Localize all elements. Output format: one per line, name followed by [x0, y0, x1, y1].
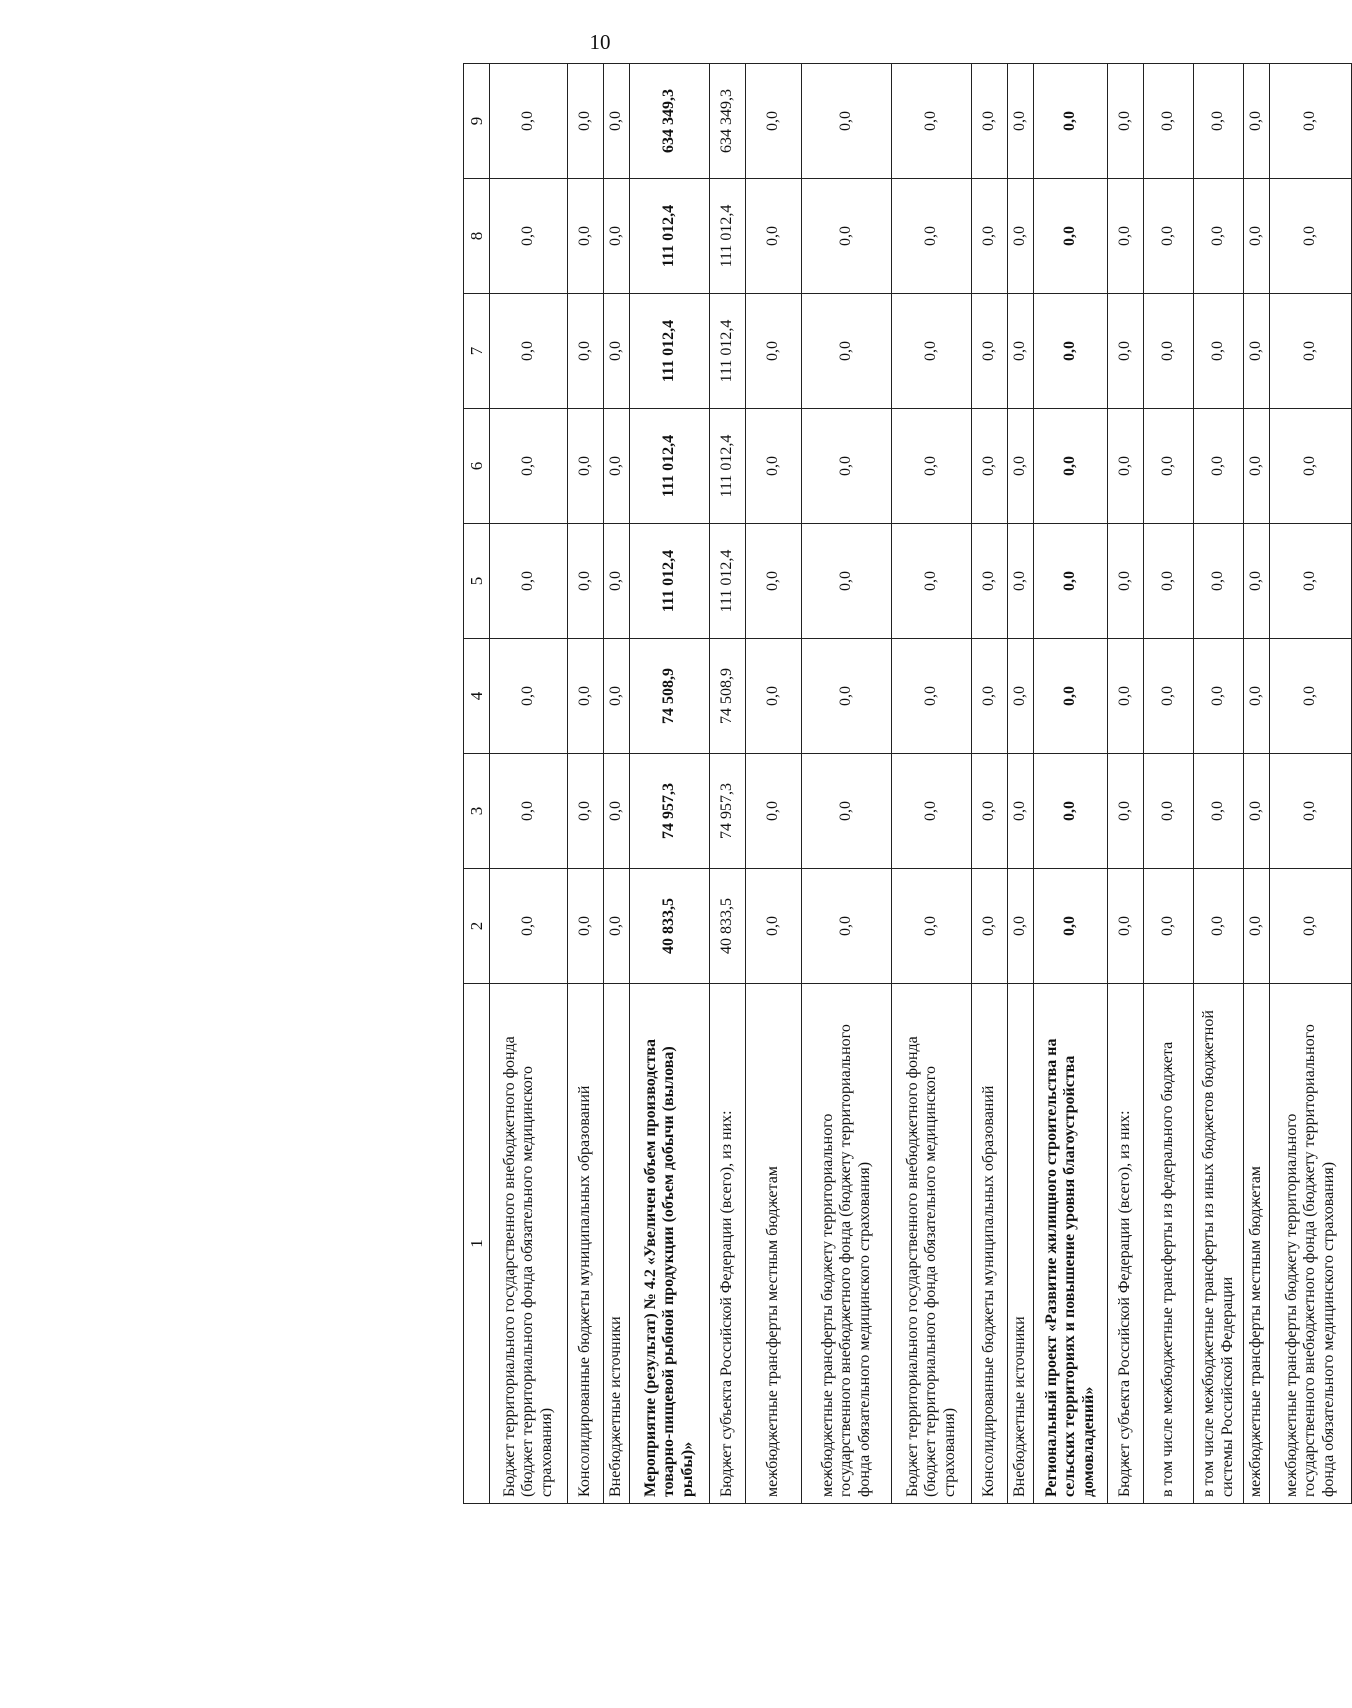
value-cell: 0,0	[604, 524, 630, 639]
row-label-cell: в том числе межбюджетные трансферты из иных бюджетов бюджетной системы Российской Федерации	[1194, 984, 1244, 1504]
page-number: 10	[589, 30, 611, 54]
value-cell: 0,0	[892, 869, 972, 984]
row-label-cell: межбюджетные трансферты местным бюджетам	[1244, 984, 1270, 1504]
row-label-cell: Региональный проект «Развитие жилищного строительства на сельских территориях и повышение уровня благоустройства домовладений»	[1034, 984, 1108, 1504]
value-cell: 0,0	[972, 294, 1008, 409]
value-cell: 0,0	[1108, 754, 1144, 869]
value-cell: 0,0	[1194, 524, 1244, 639]
value-cell: 0,0	[1270, 64, 1352, 179]
table-row	[710, 64, 746, 1504]
value-cell: 0,0	[1270, 524, 1352, 639]
header-row	[464, 64, 490, 1504]
value-cell: 0,0	[972, 64, 1008, 179]
value-cell: 0,0	[568, 869, 604, 984]
value-cell: 0,0	[1034, 869, 1108, 984]
column-header: 2	[464, 869, 490, 984]
table-row	[802, 64, 892, 1504]
value-cell: 0,0	[1108, 869, 1144, 984]
value-cell: 0,0	[490, 639, 568, 754]
value-cell: 0,0	[604, 294, 630, 409]
value-cell: 0,0	[1008, 179, 1034, 294]
row-label-cell: межбюджетные трансферты бюджету территориального государственного внебюджетного фонда (бюджету территориального фонда обязательного медицинского страхования)	[1270, 984, 1352, 1504]
table-row	[568, 64, 604, 1504]
value-cell: 0,0	[972, 639, 1008, 754]
column-header: 9	[464, 64, 490, 179]
row-label-cell: межбюджетные трансферты местным бюджетам	[746, 984, 802, 1504]
table-row	[746, 64, 802, 1504]
value-cell: 0,0	[746, 179, 802, 294]
row-label-cell: Бюджет территориального государственного внебюджетного фонда (бюджет территориального фонда обязательного медицинского страхования)	[892, 984, 972, 1504]
value-cell: 0,0	[1144, 64, 1194, 179]
value-cell: 74 508,9	[630, 639, 710, 754]
column-header: 5	[464, 524, 490, 639]
value-cell: 0,0	[746, 524, 802, 639]
value-cell: 74 957,3	[710, 754, 746, 869]
value-cell: 0,0	[1144, 524, 1194, 639]
value-cell: 0,0	[1270, 294, 1352, 409]
value-cell: 0,0	[1108, 294, 1144, 409]
value-cell: 0,0	[892, 524, 972, 639]
value-cell: 0,0	[892, 409, 972, 524]
value-cell: 0,0	[802, 754, 892, 869]
value-cell: 0,0	[746, 409, 802, 524]
table-body	[490, 64, 1352, 1504]
value-cell: 0,0	[490, 294, 568, 409]
table-row	[630, 64, 710, 1504]
row-label-cell: Мероприятие (результат) № 4.2 «Увеличен объем производства товарно-пищевой рыбной продукции (объем добычи (вылова) рыбы)»	[630, 984, 710, 1504]
value-cell: 0,0	[490, 179, 568, 294]
table-row	[604, 64, 630, 1504]
value-cell: 0,0	[568, 754, 604, 869]
value-cell: 0,0	[490, 754, 568, 869]
value-cell: 0,0	[972, 524, 1008, 639]
value-cell: 0,0	[1270, 754, 1352, 869]
table-row	[1194, 64, 1244, 1504]
row-label-cell: Бюджет субъекта Российской Федерации (всего), из них:	[1108, 984, 1144, 1504]
value-cell: 111 012,4	[710, 409, 746, 524]
value-cell: 0,0	[1244, 179, 1270, 294]
value-cell: 0,0	[1194, 409, 1244, 524]
table-row	[1108, 64, 1144, 1504]
value-cell: 111 012,4	[630, 179, 710, 294]
value-cell: 0,0	[568, 409, 604, 524]
table-row	[490, 64, 568, 1504]
value-cell: 0,0	[1108, 639, 1144, 754]
value-cell: 111 012,4	[630, 524, 710, 639]
value-cell: 111 012,4	[630, 409, 710, 524]
value-cell: 0,0	[1194, 64, 1244, 179]
value-cell: 0,0	[1008, 64, 1034, 179]
value-cell: 0,0	[746, 294, 802, 409]
row-label-cell: Бюджет территориального государственного внебюджетного фонда (бюджет территориального фонда обязательного медицинского страхования)	[490, 984, 568, 1504]
value-cell: 0,0	[1244, 294, 1270, 409]
value-cell: 0,0	[604, 754, 630, 869]
value-cell: 0,0	[746, 754, 802, 869]
value-cell: 0,0	[802, 64, 892, 179]
value-cell: 0,0	[746, 869, 802, 984]
value-cell: 0,0	[892, 64, 972, 179]
value-cell: 111 012,4	[710, 524, 746, 639]
value-cell: 634 349,3	[630, 64, 710, 179]
value-cell: 0,0	[1270, 409, 1352, 524]
value-cell: 0,0	[1034, 639, 1108, 754]
value-cell: 0,0	[802, 524, 892, 639]
value-cell: 0,0	[604, 409, 630, 524]
value-cell: 0,0	[802, 869, 892, 984]
row-label-cell: Внебюджетные источники	[1008, 984, 1034, 1504]
row-label-cell: межбюджетные трансферты бюджету территориального государственного внебюджетного фонда (бюджету территориального фонда обязательного медицинского страхования)	[802, 984, 892, 1504]
value-cell: 74 957,3	[630, 754, 710, 869]
value-cell: 0,0	[1144, 639, 1194, 754]
value-cell: 0,0	[490, 869, 568, 984]
value-cell: 0,0	[892, 754, 972, 869]
value-cell: 0,0	[1034, 294, 1108, 409]
value-cell: 0,0	[1008, 754, 1034, 869]
value-cell: 0,0	[604, 869, 630, 984]
value-cell: 0,0	[1194, 869, 1244, 984]
value-cell: 0,0	[1194, 639, 1244, 754]
value-cell: 0,0	[1034, 524, 1108, 639]
value-cell: 74 508,9	[710, 639, 746, 754]
value-cell: 0,0	[972, 869, 1008, 984]
value-cell: 0,0	[892, 294, 972, 409]
value-cell: 0,0	[490, 524, 568, 639]
value-cell: 0,0	[1144, 754, 1194, 869]
value-cell: 0,0	[1270, 869, 1352, 984]
value-cell: 0,0	[1008, 294, 1034, 409]
value-cell: 0,0	[1034, 64, 1108, 179]
value-cell: 0,0	[490, 409, 568, 524]
value-cell: 0,0	[802, 179, 892, 294]
table-row	[892, 64, 972, 1504]
value-cell: 0,0	[1194, 294, 1244, 409]
value-cell: 111 012,4	[710, 179, 746, 294]
value-cell: 0,0	[892, 639, 972, 754]
column-header: 4	[464, 639, 490, 754]
row-label-cell: Консолидированные бюджеты муниципальных образований	[972, 984, 1008, 1504]
column-header: 1	[464, 984, 490, 1504]
value-cell: 0,0	[568, 179, 604, 294]
value-cell: 0,0	[1244, 754, 1270, 869]
value-cell: 0,0	[1144, 409, 1194, 524]
value-cell: 0,0	[604, 179, 630, 294]
value-cell: 0,0	[802, 409, 892, 524]
value-cell: 0,0	[568, 294, 604, 409]
value-cell: 634 349,3	[710, 64, 746, 179]
value-cell: 0,0	[1008, 409, 1034, 524]
table-row	[1008, 64, 1034, 1504]
value-cell: 0,0	[972, 179, 1008, 294]
value-cell: 0,0	[892, 179, 972, 294]
rotated-table-wrapper	[463, 64, 1337, 1504]
value-cell: 0,0	[1108, 179, 1144, 294]
value-cell: 0,0	[1108, 524, 1144, 639]
value-cell: 0,0	[1008, 524, 1034, 639]
table-row	[1144, 64, 1194, 1504]
value-cell: 0,0	[1244, 869, 1270, 984]
row-label-cell: Консолидированные бюджеты муниципальных образований	[568, 984, 604, 1504]
table-row	[1244, 64, 1270, 1504]
value-cell: 0,0	[1244, 639, 1270, 754]
row-label-cell: в том числе межбюджетные трансферты из федерального бюджета	[1144, 984, 1194, 1504]
value-cell: 0,0	[802, 639, 892, 754]
value-cell: 0,0	[604, 639, 630, 754]
value-cell: 111 012,4	[710, 294, 746, 409]
column-header: 3	[464, 754, 490, 869]
value-cell: 0,0	[1034, 409, 1108, 524]
row-label-cell: Внебюджетные источники	[604, 984, 630, 1504]
value-cell: 0,0	[746, 639, 802, 754]
budget-table	[463, 63, 1352, 1504]
value-cell: 0,0	[972, 754, 1008, 869]
value-cell: 0,0	[568, 639, 604, 754]
value-cell: 0,0	[1108, 409, 1144, 524]
value-cell: 0,0	[568, 524, 604, 639]
value-cell: 0,0	[1034, 754, 1108, 869]
value-cell: 0,0	[1144, 869, 1194, 984]
value-cell: 0,0	[1270, 639, 1352, 754]
value-cell: 0,0	[1270, 179, 1352, 294]
value-cell: 0,0	[490, 64, 568, 179]
value-cell: 0,0	[568, 64, 604, 179]
value-cell: 111 012,4	[630, 294, 710, 409]
value-cell: 0,0	[746, 64, 802, 179]
value-cell: 0,0	[604, 64, 630, 179]
value-cell: 0,0	[1008, 639, 1034, 754]
column-header: 8	[464, 179, 490, 294]
value-cell: 0,0	[1008, 869, 1034, 984]
value-cell: 0,0	[1194, 754, 1244, 869]
value-cell: 0,0	[1194, 179, 1244, 294]
value-cell: 0,0	[972, 409, 1008, 524]
table-row	[1034, 64, 1108, 1504]
value-cell: 0,0	[1034, 179, 1108, 294]
value-cell: 0,0	[1144, 294, 1194, 409]
table-row	[1270, 64, 1352, 1504]
value-cell: 0,0	[1144, 179, 1194, 294]
value-cell: 0,0	[1108, 64, 1144, 179]
value-cell: 0,0	[1244, 409, 1270, 524]
column-header: 7	[464, 294, 490, 409]
value-cell: 40 833,5	[630, 869, 710, 984]
table-row	[972, 64, 1008, 1504]
value-cell: 0,0	[802, 294, 892, 409]
value-cell: 0,0	[1244, 64, 1270, 179]
value-cell: 0,0	[1244, 524, 1270, 639]
column-header: 6	[464, 409, 490, 524]
value-cell: 40 833,5	[710, 869, 746, 984]
row-label-cell: Бюджет субъекта Российской Федерации (всего), из них:	[710, 984, 746, 1504]
